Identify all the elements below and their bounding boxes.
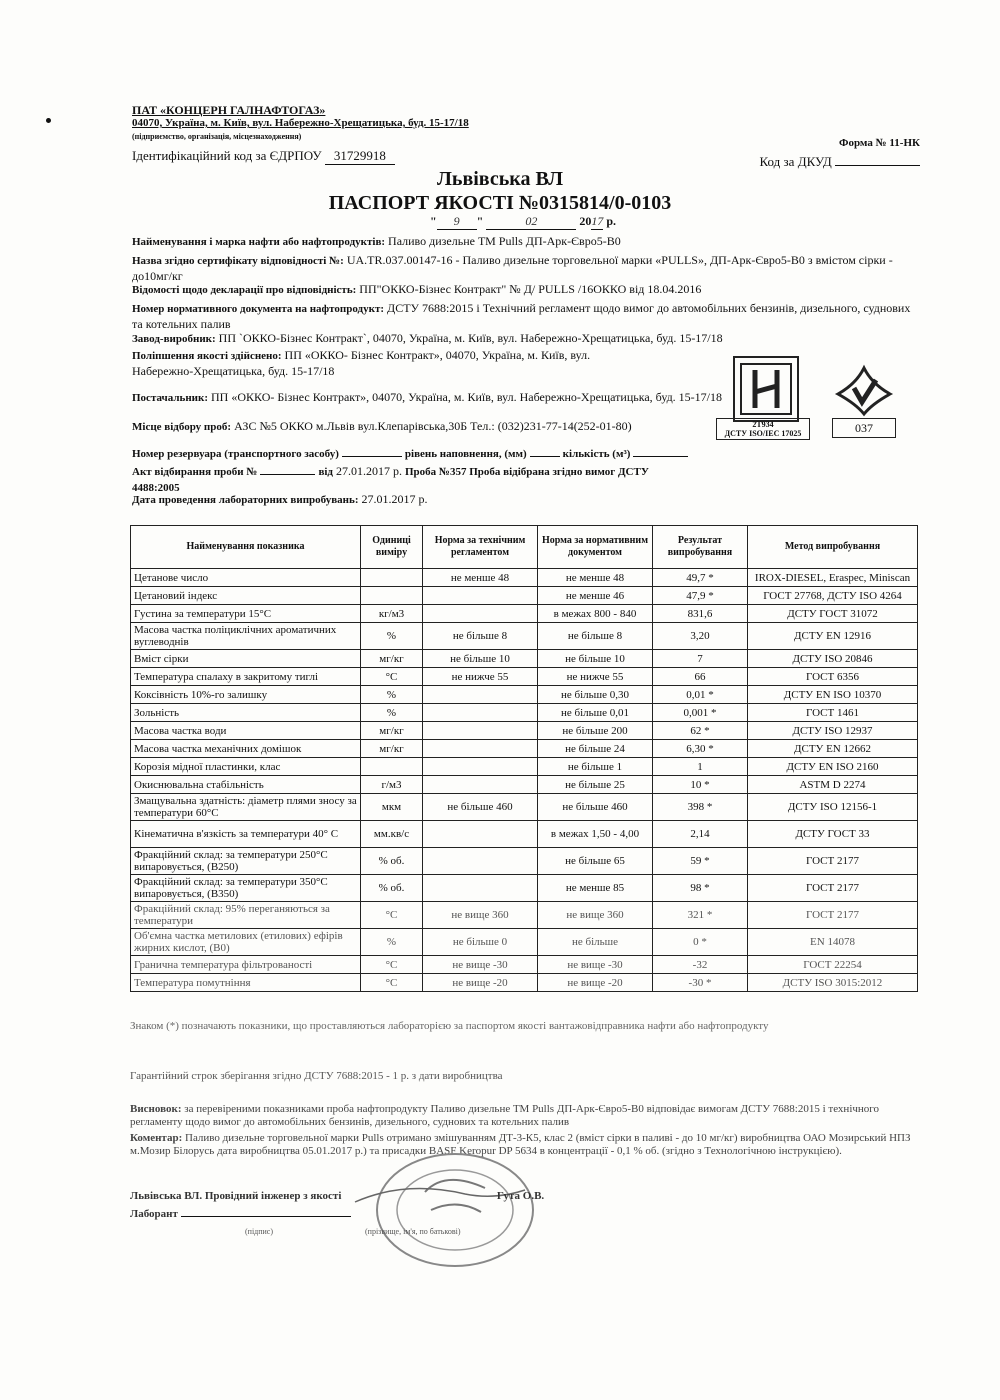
result-cell: 0,001 * <box>653 704 748 722</box>
lab-title: Львівська ВЛ <box>436 168 564 190</box>
indicator-cell: Корозія мідної пластинки, клас <box>131 758 361 776</box>
unit-cell: °С <box>361 902 423 929</box>
unit-cell: г/м3 <box>361 776 423 794</box>
accreditation-standard: ДСТУ ISO/IEC 17025 <box>724 429 802 438</box>
table-row <box>131 668 918 686</box>
edrpou-value: 31729918 <box>325 148 395 165</box>
unit-cell: % <box>361 929 423 956</box>
result-cell: 47,9 * <box>653 587 748 605</box>
doc-norm-cell: не нижче 55 <box>538 668 653 686</box>
warranty-line: Гарантійний строк зберігання згідно ДСТУ 7688:2015 - 1 р. з дати виробництва <box>130 1070 503 1082</box>
indicator-cell: Температура помутніння <box>131 974 361 992</box>
result-cell: 831,6 <box>653 605 748 623</box>
act-label: Акт відбирання проби № <box>132 466 258 478</box>
reg-norm-cell: не вище -30 <box>423 956 538 974</box>
indicator-cell: Окиснювальна стабільність <box>131 776 361 794</box>
org-note: (підприємство, організація, місцезнаходження) <box>132 132 302 141</box>
unit-cell: кг/м3 <box>361 605 423 623</box>
tank-label: Номер резервуара (транспортного засобу) <box>132 448 339 460</box>
doc-norm-cell: в межах 800 - 840 <box>538 605 653 623</box>
method-cell: ASTM D 2274 <box>748 776 918 794</box>
unit-cell: % <box>361 686 423 704</box>
method-cell: ДСТУ ГОСТ 31072 <box>748 605 918 623</box>
reg-norm-cell: не більше 460 <box>423 794 538 821</box>
method-cell: ДСТУ ГОСТ 33 <box>748 821 918 848</box>
cert-value: UA.TR.037.00147-16 - Паливо дизельне торговельної марки «PULLS», ДП-Арк-Євро5-В0 з вмістом сірки - до10мг/кг <box>132 253 893 283</box>
reg-norm-cell <box>423 722 538 740</box>
doc-norm-cell: не вище 360 <box>538 902 653 929</box>
method-cell: EN 14078 <box>748 929 918 956</box>
product-line <box>132 234 912 250</box>
indicator-cell: Фракційний склад: 95% переганяються за температури <box>131 902 361 929</box>
act-blank <box>260 474 315 475</box>
method-cell: ДСТУ EN 12662 <box>748 740 918 758</box>
quantity-blank <box>633 456 688 457</box>
method-cell: ГОСТ 1461 <box>748 704 918 722</box>
sample-label: Проба №357 Проба відібрана згідно вимог ДСТУ 4488:2005 <box>132 466 649 494</box>
method-cell: ГОСТ 6356 <box>748 668 918 686</box>
comment-label: Коментар: <box>130 1132 183 1144</box>
result-cell: 0 * <box>653 929 748 956</box>
declaration-value: ПП"ОККО-Бізнес Контракт" № Д/ PULLS /16ОККО від 18.04.2016 <box>359 282 702 296</box>
signature-note: (підпис) <box>245 1227 274 1236</box>
doc-norm-cell: не менше 46 <box>538 587 653 605</box>
table-row <box>131 704 918 722</box>
reg-norm-cell <box>423 704 538 722</box>
accreditation-caption <box>716 418 810 440</box>
signature-line <box>130 1190 544 1202</box>
unit-cell: °С <box>361 956 423 974</box>
method-cell: ДСТУ ISO 12156-1 <box>748 794 918 821</box>
doc-norm-cell: не більше 8 <box>538 623 653 650</box>
date-year-suffix: 17 <box>591 214 604 228</box>
doc-norm-cell: не більше 200 <box>538 722 653 740</box>
conclusion-label: Висновок: <box>130 1103 182 1115</box>
improvement-line <box>132 348 602 379</box>
reg-norm-cell <box>423 686 538 704</box>
dkud-label: Код за ДКУД <box>759 154 832 169</box>
signature-label: Львівська ВЛ. Провідний інженер з якості <box>130 1190 342 1202</box>
asterisk-footnote: Знаком (*) позначають показники, що проставляються лабораторією за паспортом якості вантажовідправника нафти або нафтопродукту <box>130 1020 769 1032</box>
testdate-label: Дата проведення лабораторних випробувань: <box>132 494 359 506</box>
result-cell: 2,14 <box>653 821 748 848</box>
reg-norm-cell <box>423 875 538 902</box>
method-cell: ДСТУ EN ISO 10370 <box>748 686 918 704</box>
tank-line <box>132 446 732 462</box>
table-row <box>131 902 918 929</box>
org-name: ПАТ «КОНЦЕРН ГАЛНАФТОГАЗ» <box>132 103 326 117</box>
norm-doc-line <box>132 301 912 332</box>
table-row <box>131 722 918 740</box>
result-cell: 66 <box>653 668 748 686</box>
unit-cell: мг/кг <box>361 722 423 740</box>
passport-title: ПАСПОРТ ЯКОСТІ №0315814/0-0103 <box>328 192 672 214</box>
unit-cell: мг/кг <box>361 650 423 668</box>
doc-norm-cell: не більше 1 <box>538 758 653 776</box>
unit-cell <box>361 587 423 605</box>
laborant-line <box>130 1208 351 1220</box>
result-cell: -32 <box>653 956 748 974</box>
doc-norm-cell: не більше 0,01 <box>538 704 653 722</box>
supplier-value: ПП «ОККО- Бізнес Контракт», 04070, Україна, м. Київ, вул. Набережно-Хрещатицька, буд. 15-17/18 <box>211 390 723 404</box>
reg-norm-cell: не більше 0 <box>423 929 538 956</box>
level-label: рівень наповнення, (мм) <box>404 448 527 460</box>
reg-norm-cell: не вище 360 <box>423 902 538 929</box>
conclusion-text: за перевіреними показниками проба нафтопродукту Паливо дизельне ТМ Pulls ДП-Арк-Євро5-В0 відповідає вимогам ДСТУ 7688:2015 і технічного регламенту щодо вимог до автомобільних бензинів, дизельного, суднових та котельних палив <box>130 1103 880 1128</box>
header-unit: Одиниці виміру <box>361 526 423 569</box>
header-method: Метод випробування <box>748 526 918 569</box>
unit-cell <box>361 569 423 587</box>
reg-norm-cell: не менше 48 <box>423 569 538 587</box>
norm-doc-label: Номер нормативного документа на нафтопродукт: <box>132 303 385 315</box>
reg-norm-cell <box>423 758 538 776</box>
indicator-cell: Температура спалаху в закритому тиглі <box>131 668 361 686</box>
conformity-mark-icon <box>832 364 896 418</box>
reg-norm-cell: не більше 10 <box>423 650 538 668</box>
unit-cell: °С <box>361 668 423 686</box>
seal-stamp-icon <box>345 1150 545 1270</box>
indicator-cell: Змащувальна здатність: діаметр плями зносу за температури 60°С <box>131 794 361 821</box>
doc-norm-cell: не більше 0,30 <box>538 686 653 704</box>
method-cell: IROX-DIESEL, Eraspec, Miniscan <box>748 569 918 587</box>
doc-norm-cell: не вище -20 <box>538 974 653 992</box>
indicator-cell: Цетановий індекс <box>131 587 361 605</box>
table-row <box>131 569 918 587</box>
result-cell: 59 * <box>653 848 748 875</box>
reg-norm-cell <box>423 776 538 794</box>
ua-accreditation-logo-icon <box>733 356 799 422</box>
result-cell: 7 <box>653 650 748 668</box>
method-cell: ГОСТ 2177 <box>748 902 918 929</box>
indicator-cell: Фракційний склад: за температури 250°С випаровується, (В250) <box>131 848 361 875</box>
declaration-label: Відомості щодо декларації про відповідність: <box>132 284 357 296</box>
unit-cell: % об. <box>361 875 423 902</box>
indicator-cell: Вміст сірки <box>131 650 361 668</box>
doc-norm-cell: не більше <box>538 929 653 956</box>
result-cell: 10 * <box>653 776 748 794</box>
doc-norm-cell: не більше 25 <box>538 776 653 794</box>
passport-date: " 9 " 02 2017 р. <box>430 214 617 228</box>
reg-norm-cell: не більше 8 <box>423 623 538 650</box>
conformity-code: 037 <box>832 418 896 438</box>
reg-norm-cell <box>423 821 538 848</box>
laborant-label: Лаборант <box>130 1208 178 1220</box>
norm-doc-value: ДСТУ 7688:2015 і Технічний регламент щодо вимог до автомобільних бензинів, дизельного, суднових та котельних палив <box>132 301 911 331</box>
method-cell: ДСТУ ISO 20846 <box>748 650 918 668</box>
indicator-cell: Густина за температури 15°С <box>131 605 361 623</box>
table-header-row <box>131 526 918 569</box>
method-cell: ГОСТ 22254 <box>748 956 918 974</box>
date-month: 02 <box>486 214 576 230</box>
unit-cell: мкм <box>361 794 423 821</box>
table-row <box>131 587 918 605</box>
edrpou-label: Ідентифікаційний код за ЄДРПОУ <box>132 148 322 163</box>
supplier-line <box>132 390 732 406</box>
edrpou-line <box>132 148 395 165</box>
table-row <box>131 686 918 704</box>
org-address: 04070, Україна, м. Київ, вул. Набережно-Хрещатицька, буд. 15-17/18 <box>132 117 469 129</box>
result-cell: 321 * <box>653 902 748 929</box>
results-table <box>130 525 918 992</box>
reg-norm-cell: не вище -20 <box>423 974 538 992</box>
table-row <box>131 848 918 875</box>
cert-line <box>132 253 912 284</box>
table-row <box>131 605 918 623</box>
doc-norm-cell: не більше 65 <box>538 848 653 875</box>
unit-cell: °С <box>361 974 423 992</box>
table-row <box>131 821 918 848</box>
header-result: Результат випробування <box>653 526 748 569</box>
result-cell: 62 * <box>653 722 748 740</box>
indicator-cell: Цетанове число <box>131 569 361 587</box>
date-suffix: р. <box>606 214 617 228</box>
testdate-value: 27.01.2017 р. <box>361 492 428 506</box>
indicator-cell: Гранична температура фільтрованості <box>131 956 361 974</box>
level-blank <box>530 456 560 457</box>
organization-block <box>132 104 469 143</box>
result-cell: 6,30 * <box>653 740 748 758</box>
cert-label: Назва згідно сертифікату відповідності №: <box>132 255 344 267</box>
reg-norm-cell <box>423 605 538 623</box>
method-cell: ГОСТ 27768, ДСТУ ISO 4264 <box>748 587 918 605</box>
header-doc-norm: Норма за нормативним документом <box>538 526 653 569</box>
laborant-sign-blank <box>181 1216 351 1217</box>
result-cell: 3,20 <box>653 623 748 650</box>
sampling-label: Місце відбору проб: <box>132 421 232 433</box>
tank-blank <box>342 456 402 457</box>
table-row <box>131 776 918 794</box>
indicator-cell: Масова частка механічних домішок <box>131 740 361 758</box>
product-value: Паливо дизельне ТМ Pulls ДП-Арк-Євро5-В0 <box>388 234 621 248</box>
table-row <box>131 650 918 668</box>
act-date: 27.01.2017 р. <box>336 464 402 478</box>
conclusion-block <box>130 1103 920 1129</box>
header-indicator: Найменування показника <box>131 526 361 569</box>
form-number: Форма № 11-НК <box>839 137 920 149</box>
indicator-cell: Кінематична в'язкість за температури 40° С <box>131 821 361 848</box>
indicator-cell: Об'ємна частка метилових (етилових) ефірів жирних кислот, (В0) <box>131 929 361 956</box>
table-row <box>131 875 918 902</box>
supplier-label: Постачальник: <box>132 392 209 404</box>
plant-label: Завод-виробник: <box>132 333 216 345</box>
table-row <box>131 956 918 974</box>
unit-cell: % об. <box>361 848 423 875</box>
comment-text: Паливо дизельне торговельної марки Pulls отримано змішуванням ДТ-3-К5, клас 2 (вміст сірки в паливі - до 10 мг/кг) виробництва ОАО Мозирський НПЗ м.Мозир Білорусь дата виробництва 05.01.2017 р.) та присадки BASF Keropur DP 5634 в концентрації - 0,1 % об. (згідно з Технологічною інструкцією). <box>130 1132 911 1157</box>
sampling-value: АЗС №5 ОККО м.Львів вул.Клепарівська,30Б Тел.: (032)231-77-14(252-01-80) <box>234 419 632 433</box>
method-cell: ГОСТ 2177 <box>748 848 918 875</box>
sampling-line <box>132 419 732 435</box>
method-cell: ДСТУ EN ISO 2160 <box>748 758 918 776</box>
quantity-label: кількість (м³) <box>562 448 631 460</box>
indicator-cell: Фракційний склад: за температури 350°С випаровується, (В350) <box>131 875 361 902</box>
result-cell: 98 * <box>653 875 748 902</box>
unit-cell: мм.кв/с <box>361 821 423 848</box>
product-label: Найменування і марка нафти або нафтопродуктів: <box>132 236 386 248</box>
reg-norm-cell <box>423 848 538 875</box>
table-row <box>131 740 918 758</box>
method-cell: ГОСТ 2177 <box>748 875 918 902</box>
doc-norm-cell: не більше 10 <box>538 650 653 668</box>
unit-cell: % <box>361 704 423 722</box>
unit-cell <box>361 758 423 776</box>
indicator-cell: Масова частка поліциклічних ароматичних вуглеводнів <box>131 623 361 650</box>
table-row <box>131 623 918 650</box>
result-cell: 0,01 * <box>653 686 748 704</box>
dkud-blank <box>835 165 920 166</box>
doc-norm-cell: не більше 24 <box>538 740 653 758</box>
method-cell: ДСТУ EN 12916 <box>748 623 918 650</box>
table-row <box>131 794 918 821</box>
unit-cell: % <box>361 623 423 650</box>
name-note: (прізвище, ім'я, по батькові) <box>365 1227 461 1236</box>
reg-norm-cell: не нижче 55 <box>423 668 538 686</box>
unit-cell: мг/кг <box>361 740 423 758</box>
testdate-line <box>132 492 912 508</box>
result-cell: -30 * <box>653 974 748 992</box>
doc-norm-cell: не менше 85 <box>538 875 653 902</box>
doc-norm-cell: не вище -30 <box>538 956 653 974</box>
scan-mark <box>46 118 51 123</box>
table-row <box>131 974 918 992</box>
indicator-cell: Коксівність 10%-го залишку <box>131 686 361 704</box>
act-from: від <box>318 466 333 478</box>
improvement-value: ПП «ОККО- Бізнес Контракт», 04070, Україна, м. Київ, вул. Набережно-Хрещатицька, буд. 15-17/18 <box>132 348 591 378</box>
method-cell: ДСТУ ISO 3015:2012 <box>748 974 918 992</box>
table-row <box>131 929 918 956</box>
date-day: 9 <box>437 214 477 230</box>
declaration-line <box>132 282 912 298</box>
date-year-prefix: 20 <box>579 214 592 228</box>
method-cell: ДСТУ ISO 12937 <box>748 722 918 740</box>
table-row <box>131 758 918 776</box>
indicator-cell: Масова частка води <box>131 722 361 740</box>
reg-norm-cell <box>423 740 538 758</box>
plant-value: ПП `ОККО-Бізнес Контракт`, 04070, Україна, м. Київ, вул. Набережно-Хрещатицька, буд. 15-17/18 <box>218 331 723 345</box>
plant-line <box>132 331 912 347</box>
result-cell: 49,7 * <box>653 569 748 587</box>
header-reg-norm: Норма за технічним регламентом <box>423 526 538 569</box>
result-cell: 398 * <box>653 794 748 821</box>
result-cell: 1 <box>653 758 748 776</box>
doc-norm-cell: в межах 1,50 - 4,00 <box>538 821 653 848</box>
improvement-label: Поліпшення якості здійснено: <box>132 350 282 362</box>
accreditation-number: 2Т934 <box>752 420 774 429</box>
doc-norm-cell: не більше 460 <box>538 794 653 821</box>
indicator-cell: Зольність <box>131 704 361 722</box>
reg-norm-cell <box>423 587 538 605</box>
doc-norm-cell: не менше 48 <box>538 569 653 587</box>
signature-name: Гута О.В. <box>496 1190 545 1202</box>
